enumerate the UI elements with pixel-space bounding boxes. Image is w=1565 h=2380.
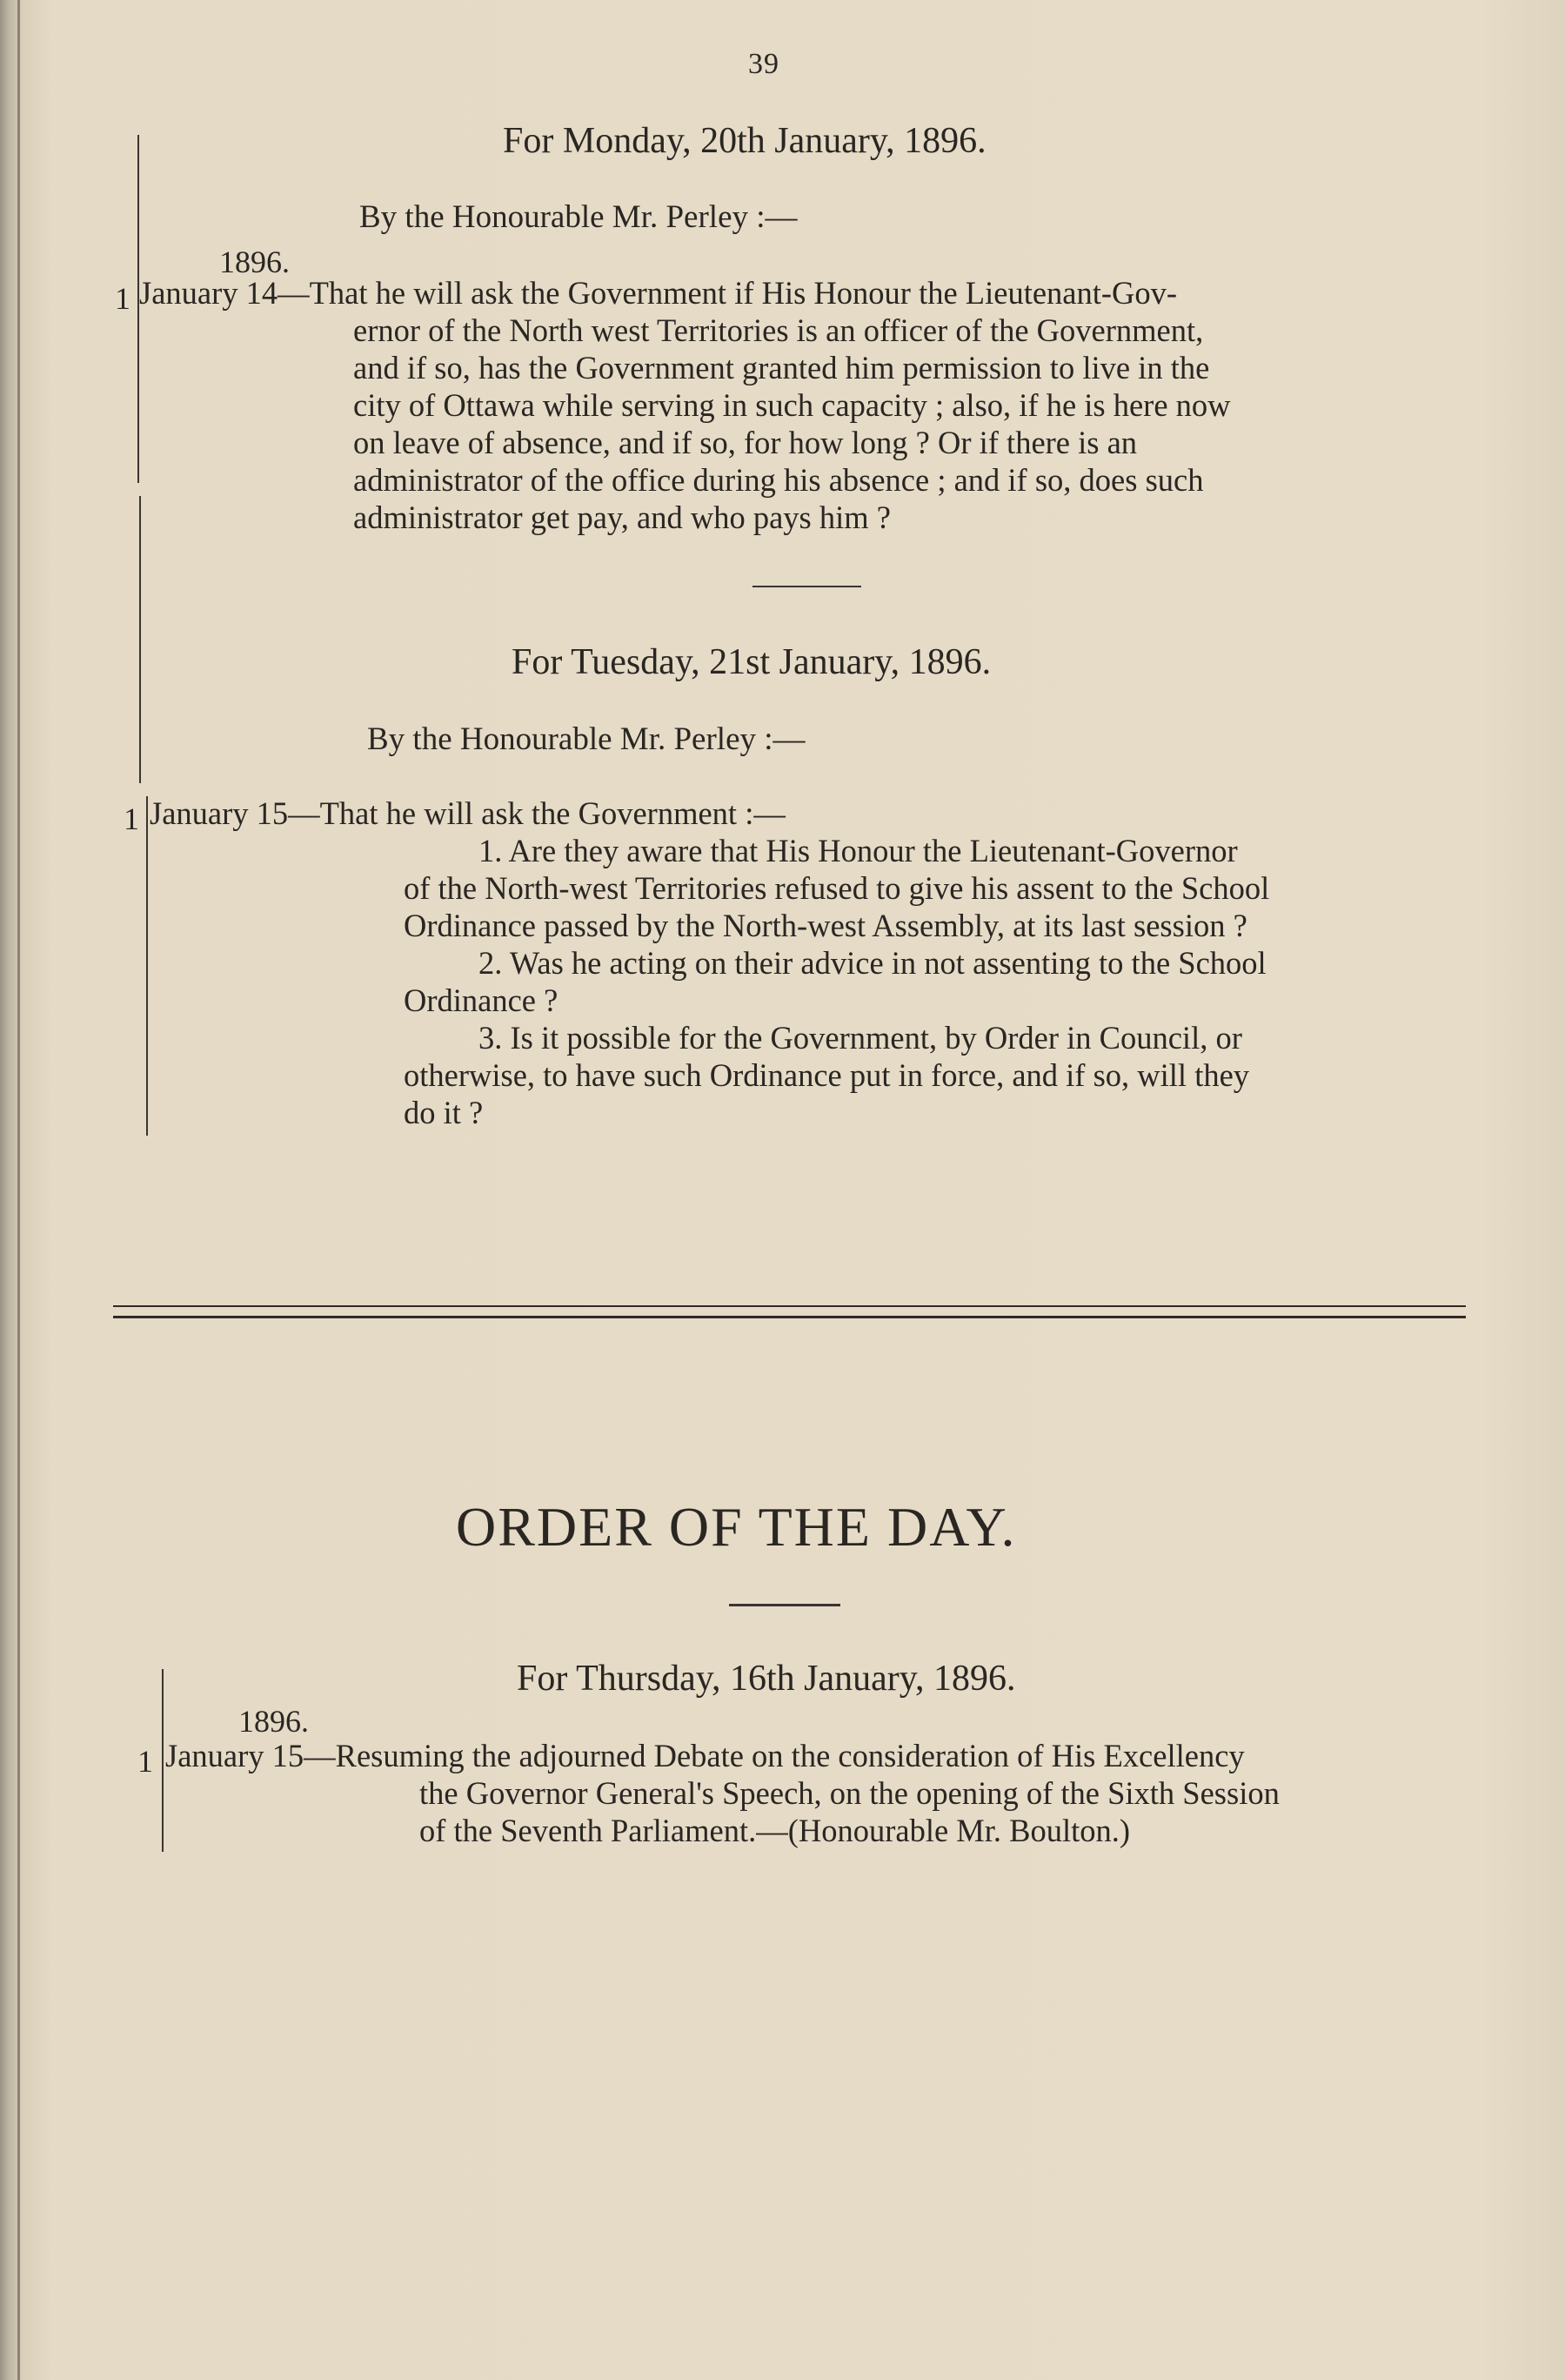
entry-line: do it ?: [404, 1095, 484, 1130]
byline: By the Honourable Mr. Perley :—: [359, 199, 798, 235]
double-rule-bottom: [113, 1316, 1466, 1318]
order-of-the-day-title: ORDER OF THE DAY.: [456, 1496, 1017, 1558]
entry-line: ernor of the North west Territories is an officer of the Government,: [353, 312, 1204, 348]
binding-gutter: [17, 0, 20, 2380]
entry-line: administrator of the office during his absence ; and if so, does such: [353, 462, 1204, 498]
entry-line: 3. Is it possible for the Government, by Order in Council, or: [478, 1020, 1242, 1056]
margin-bar: [162, 1669, 164, 1852]
title-divider: [729, 1604, 840, 1606]
year-label: 1896.: [238, 1704, 309, 1739]
entry-line: of the North-west Territories refused to give his assent to the School: [404, 870, 1270, 906]
section-heading: For Monday, 20th January, 1896.: [503, 121, 986, 161]
entry-line: on leave of absence, and if so, for how long ? Or if there is an: [353, 425, 1138, 460]
entry-number: 1: [124, 801, 139, 836]
byline: By the Honourable Mr. Perley :—: [367, 721, 806, 757]
entry-line: January 15—Resuming the adjourned Debate on the consideration of His Excellency: [165, 1738, 1245, 1773]
entry-line: and if so, has the Government granted him permission to live in the: [353, 350, 1210, 385]
double-rule-top: [113, 1305, 1466, 1307]
section-heading: For Thursday, 16th January, 1896.: [517, 1659, 1016, 1699]
question-entry: [150, 794, 1269, 1131]
entry-line: Ordinance ?: [404, 982, 558, 1018]
entry-line: city of Ottawa while serving in such capacity ; also, if he is here now: [353, 387, 1231, 423]
entry-line: 2. Was he acting on their advice in not assenting to the School: [478, 945, 1267, 981]
entry-number: 1: [137, 1744, 153, 1779]
margin-bar: [139, 496, 141, 783]
entry-line: January 15—That he will ask the Government :—: [150, 795, 786, 831]
entry-line: Ordinance passed by the North-west Assembly, at its last session ?: [404, 908, 1247, 943]
entry-line: the Governor General's Speech, on the opening of the Sixth Session: [419, 1775, 1280, 1811]
section-divider: [752, 586, 861, 587]
margin-bar: [146, 796, 148, 1136]
entry-line: January 14—That he will ask the Government if His Honour the Lieutenant-Gov-: [139, 275, 1178, 311]
order-entry: [165, 1737, 1280, 1849]
entry-line: of the Seventh Parliament.—(Honourable Mr. Boulton.): [419, 1813, 1131, 1848]
entry-number: 1: [115, 281, 130, 316]
year-label: 1896.: [219, 245, 290, 279]
page-number: 39: [748, 48, 779, 80]
question-entry: [139, 274, 1231, 536]
section-heading: For Tuesday, 21st January, 1896.: [512, 642, 992, 682]
entry-line: 1. Are they aware that His Honour the Lieutenant-Governor: [478, 833, 1238, 868]
entry-line: administrator get pay, and who pays him ?: [353, 499, 891, 535]
entry-line: otherwise, to have such Ordinance put in force, and if so, will they: [404, 1057, 1250, 1093]
